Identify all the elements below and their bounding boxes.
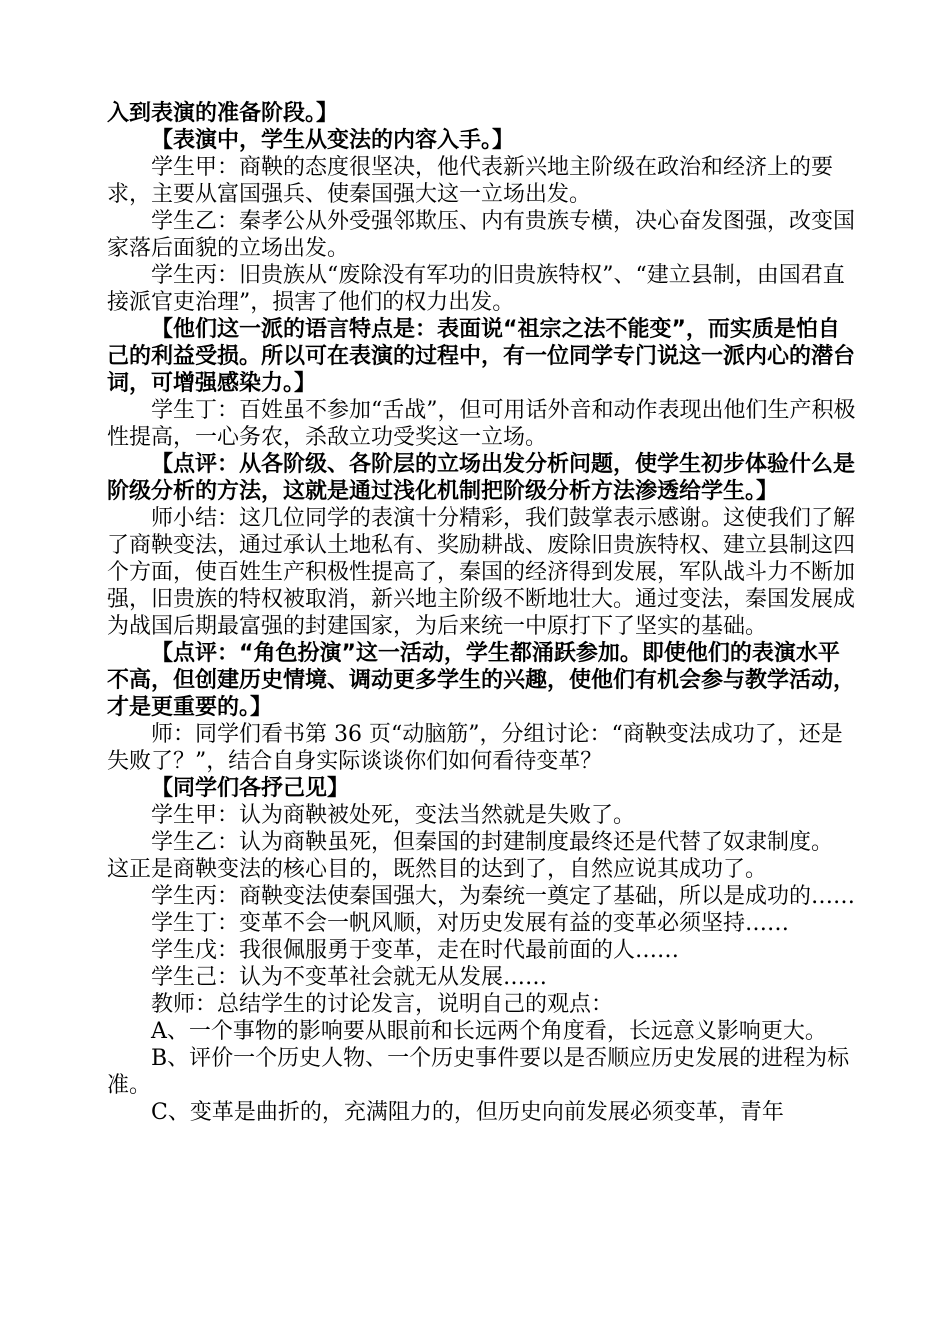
paragraph-10: 【点评：“角色扮演”这一活动，学生都涌跃参加。即使他们的表演水平不高，但创建历史情境、调动更多学生的兴趣，使他们有机会参与教学活动，才是更重要的。】	[107, 641, 856, 720]
paragraph-13: 学生甲：认为商鞅被处死，变法当然就是失败了。	[151, 803, 636, 828]
paragraph-15: 这正是商鞅变法的核心目的，既然目的达到了，自然应说其成功了。	[107, 857, 768, 882]
paragraph-11: 师：同学们看书第 36 页“动脑筋”，分组讨论：“商鞅变法成功了，还是失败了？”，结合自身实际谈谈你们如何看待变革？	[107, 722, 843, 774]
paragraph-8: 【点评：从各阶级、各阶层的立场出发分析问题，使学生初步体验什么是阶级分析的方法，这就是通过浅化机制把阶级分析方法渗透给学生。】	[107, 452, 856, 504]
paragraph-3: 学生甲：商鞅的态度很坚决，他代表新兴地主阶级在政治和经济上的要求，主要从富国强兵、使秦国强大这一立场出发。	[107, 155, 834, 207]
paragraph-6: 【他们这一派的语言特点是：表面说“祖宗之法不能变”，而实质是怕自己的利益受损。所以可在表演的过程中，有一位同学专门说这一派内心的潜台词，可增强感染力。】	[107, 317, 856, 396]
paragraph-19: 学生己：认为不变革社会就无从发展……	[151, 965, 548, 990]
paragraph-23: C、变革是曲折的，充满阻力的，但历史向前发展必须变革，青年	[151, 1100, 784, 1125]
paragraph-18: 学生戊：我很佩服勇于变革，走在时代最前面的人……	[151, 938, 680, 963]
paragraph-2: 【表演中，学生从变法的内容入手。】	[151, 128, 515, 153]
paragraph-22: B、评价一个历史人物、一个历史事件要以是否顺应历史发展的进程为标准。	[107, 1046, 850, 1098]
paragraph-12: 【同学们各抒己见】	[151, 776, 350, 801]
paragraph-5: 学生丙：旧贵族从“废除没有军功的旧贵族特权”、“建立县制，由国君直接派官吏治理”，损害了他们的权力出发。	[107, 263, 845, 315]
paragraph-7: 学生丁：百姓虽不参加“舌战”，但可用话外音和动作表现出他们生产积极性提高，一心务农，杀敌立功受奖这一立场。	[107, 398, 856, 450]
paragraph-1: 入到表演的准备阶段。】	[107, 101, 339, 126]
paragraph-9: 师小结：这几位同学的表演十分精彩，我们鼓掌表示感谢。这使我们了解了商鞅变法，通过承认土地私有、奖励耕战、废除旧贵族特权、建立县制这四个方面，使百姓生产积极性提高了，秦国的经济得到发展，军队战斗力不断加强，旧贵族的特权被取消，新兴地主阶级不断地壮大。通过变法，秦国发展成为战国后期最富强的封建国家，为后来统一中原打下了坚实的基础。	[107, 506, 856, 639]
paragraph-17: 学生丁：变革不会一帆风顺，对历史发展有益的变革必须坚持……	[151, 911, 790, 936]
paragraph-4: 学生乙：秦孝公从外受强邻欺压、内有贵族专横，决心奋发图强，改变国家落后面貌的立场出发。	[107, 209, 856, 261]
paragraph-20: 教师：总结学生的讨论发言，说明自己的观点：	[151, 992, 614, 1017]
paragraph-21: A、一个事物的影响要从眼前和长远两个角度看，长远意义影响更大。	[151, 1019, 827, 1044]
paragraph-14: 学生乙：认为商鞅虽死，但秦国的封建制度最终还是代替了奴隶制度。	[151, 830, 834, 855]
paragraph-16: 学生丙：商鞅变法使秦国强大，为秦统一奠定了基础，所以是成功的……	[151, 884, 856, 909]
